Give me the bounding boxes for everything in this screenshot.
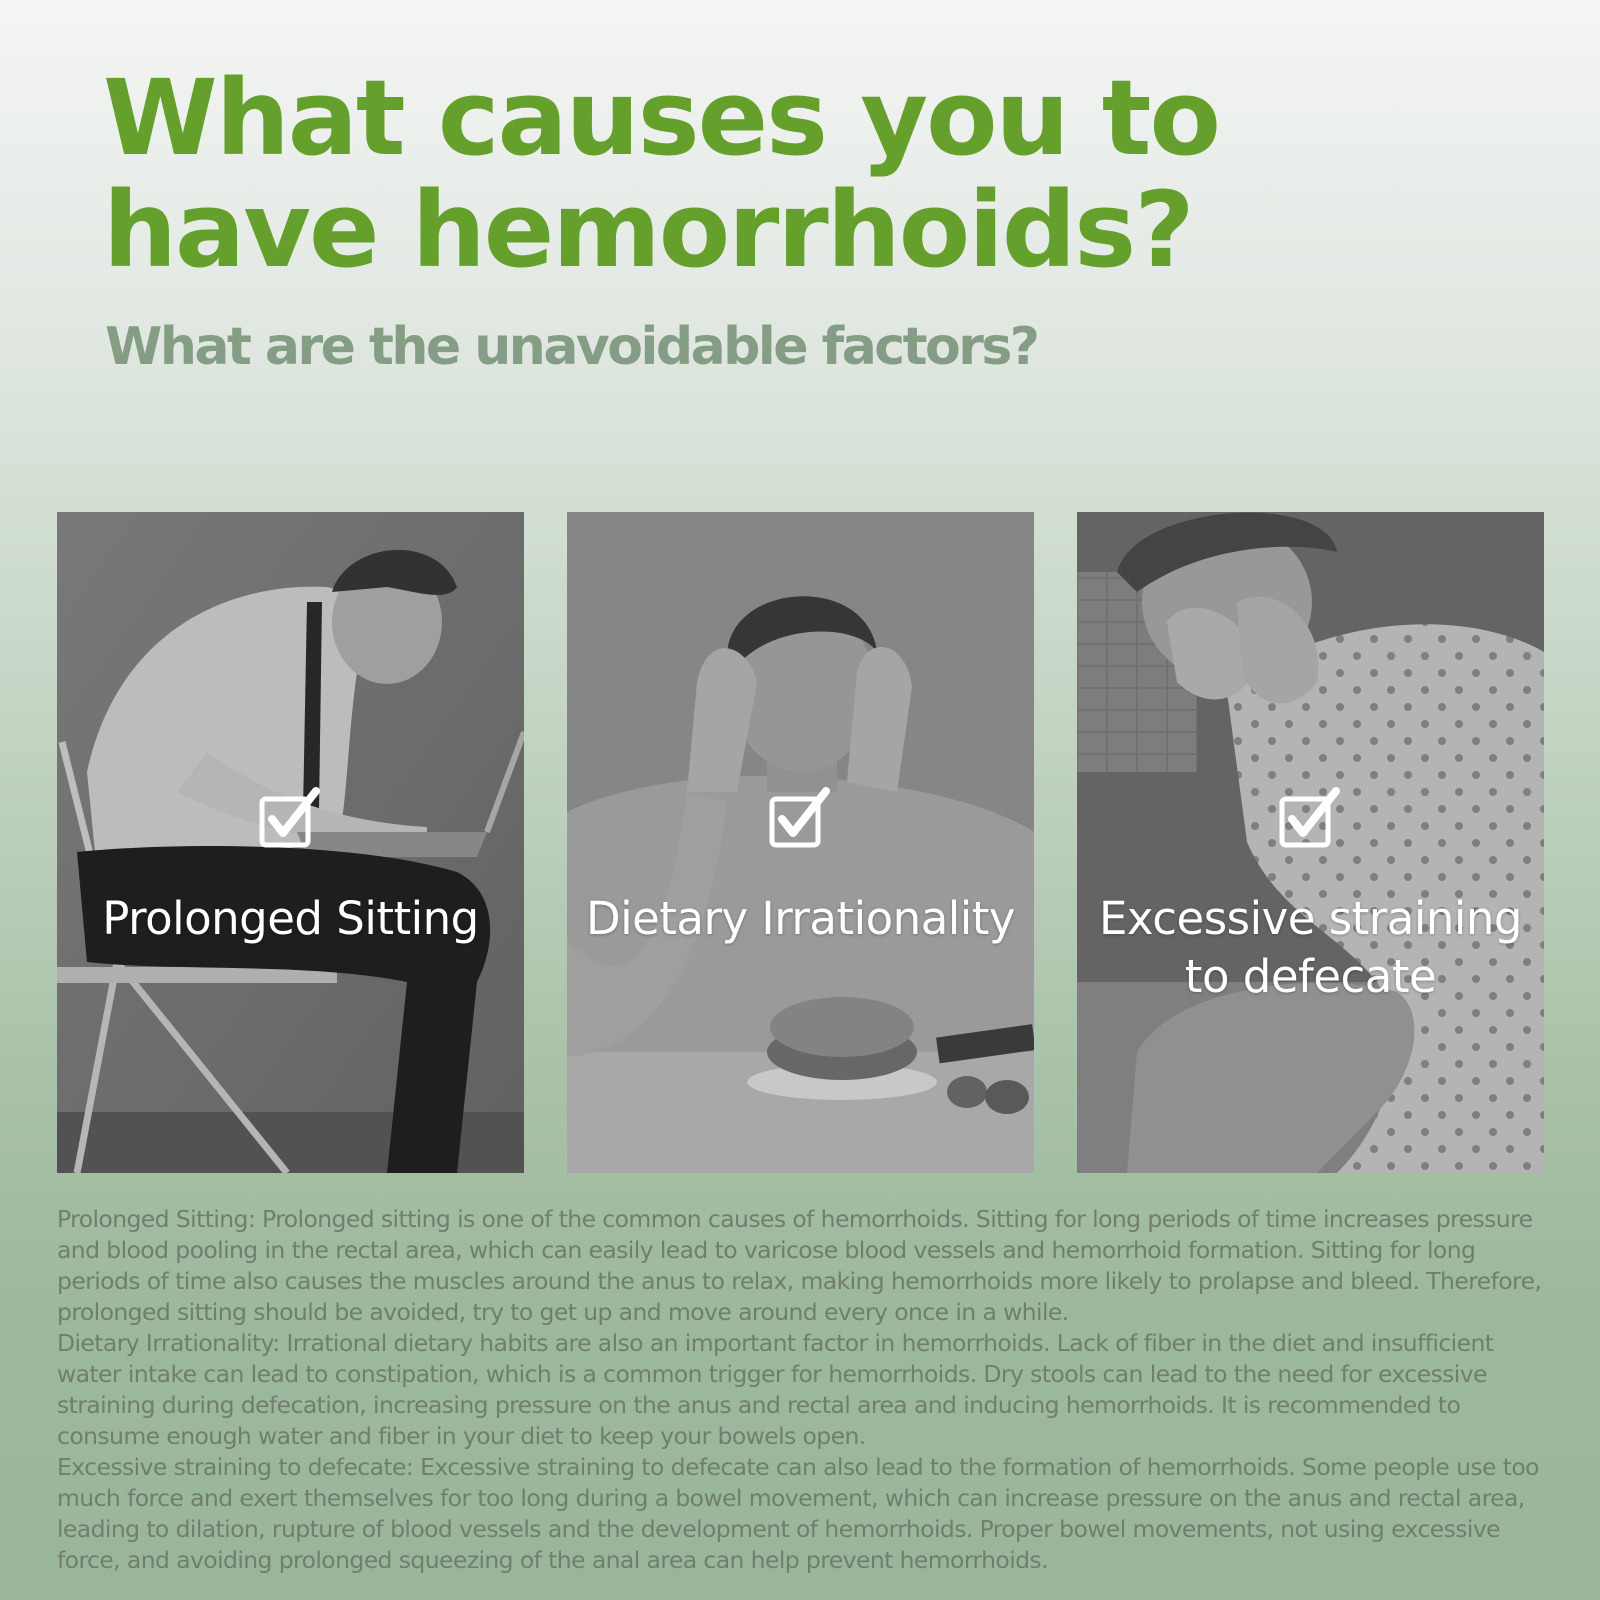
page-title — [103, 57, 1403, 291]
checkbox-checked-icon — [768, 785, 834, 851]
page-title-line-1: What causes you to — [103, 57, 1219, 179]
cause-card-label-line-1: Dietary Irrationality — [585, 892, 1016, 945]
checkbox-checked-icon — [258, 785, 324, 851]
page-subtitle: What are the unavoidable factors? — [105, 317, 1038, 377]
cause-card-prolonged-sitting — [57, 512, 524, 1173]
explanation-paragraph-prolonged-sitting: Prolonged Sitting: Prolonged sitting is one of the common causes of hemorrhoids. Sitting for long periods of time increases pressure and blood pooling in the rectal area, which can easily lead to varicose blood vessels and hemorrhoid formation. Sitting for long periods of time also causes the muscles around the anus to relax, making hemorrhoids more likely to prolapse and bleed. Therefore, prolonged sitting should be avoided, try to get up and move around every once in a while. — [57, 1205, 1542, 1326]
cause-card-label — [1077, 890, 1544, 1006]
page-title-line-2: have hemorrhoids? — [103, 169, 1193, 291]
cause-card-excessive-straining — [1077, 512, 1544, 1173]
cause-card-label-line-1: Excessive straining — [1099, 892, 1522, 945]
explanation-paragraph-dietary-irrationality: Dietary Irrationality: Irrational dietary habits are also an important factor in hemorrhoids. Lack of fiber in the diet and insufficient water intake can lead to constipation, which is a common trigger for hemorrhoids. Dry stools can lead to the need for excessive straining during defecation, increasing pressure on the anus and rectal area and inducing hemorrhoids. It is recommended to consume enough water and fiber in your diet to keep your bowels open. — [57, 1329, 1494, 1450]
cause-card-label-line-2: to defecate — [1184, 950, 1437, 1003]
cause-card-label-line-1: Prolonged Sitting — [102, 892, 479, 945]
cause-card-label — [567, 890, 1034, 948]
cause-card-dietary-irrationality — [567, 512, 1034, 1173]
checkbox-checked-icon — [1278, 785, 1344, 851]
explanation-text — [57, 1204, 1557, 1576]
explanation-paragraph-excessive-straining: Excessive straining to defecate: Excessive straining to defecate can also lead to the formation of hemorrhoids. Some people use too much force and exert themselves for too long during a bowel movement, which can increase pressure on the anus and rectal area, leading to dilation, rupture of blood vessels and the development of hemorrhoids. Proper bowel movements, not using excessive force, and avoiding prolonged squeezing of the anal area can help prevent hemorrhoids. — [57, 1453, 1539, 1574]
cause-card-label — [57, 890, 524, 948]
